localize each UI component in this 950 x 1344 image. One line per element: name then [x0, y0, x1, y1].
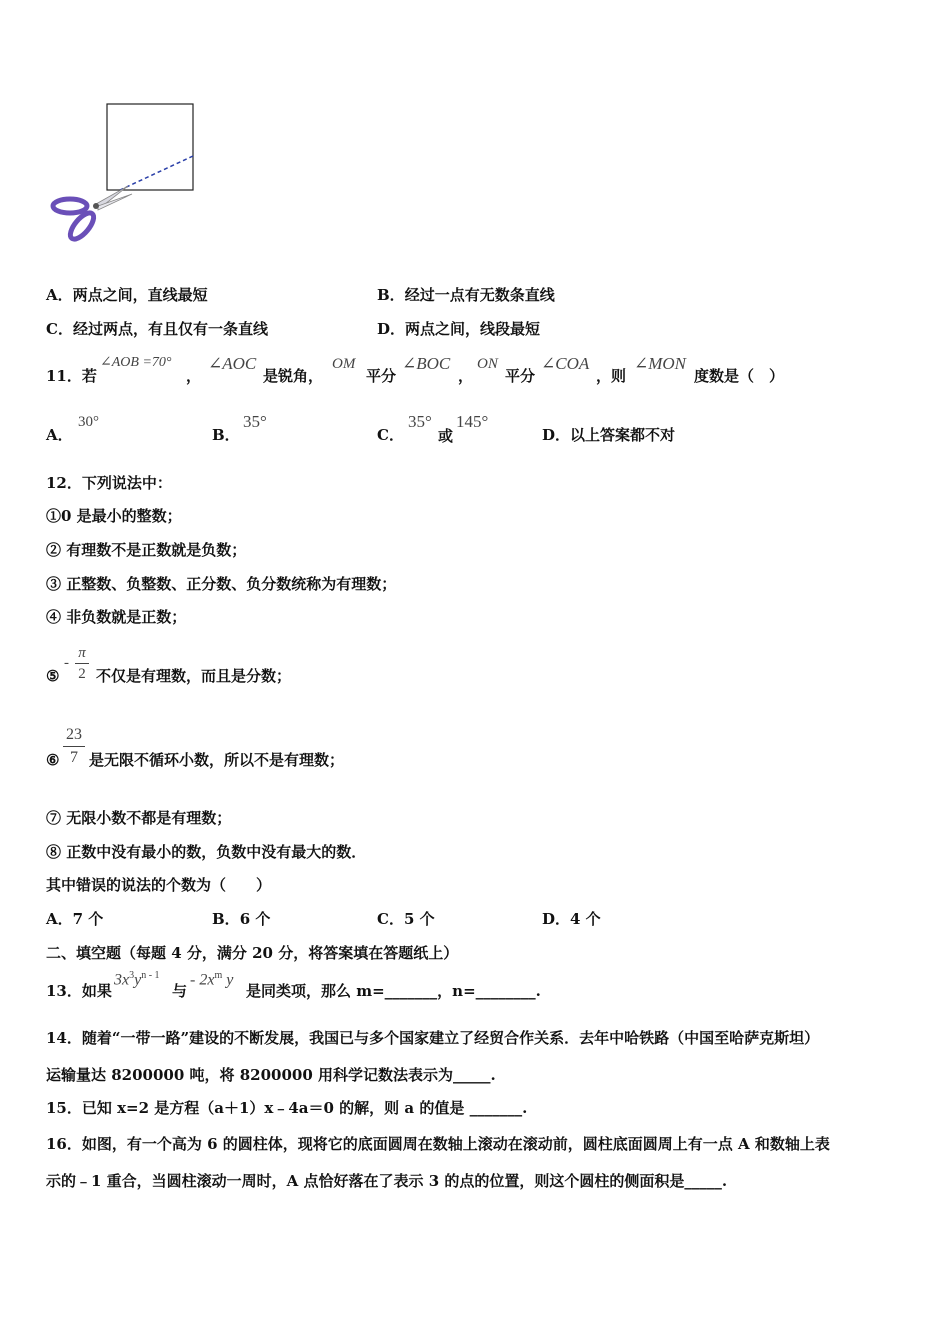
- q11-number: 11．若: [46, 367, 97, 385]
- option-letter: B．: [377, 286, 405, 304]
- option-letter: A．: [46, 426, 73, 444]
- q13-term1: [114, 970, 160, 989]
- scissors-figure: [48, 100, 198, 250]
- q14-line-2: 运输量达 8200000 吨，将 8200000 用科学记数法表示为_____.: [46, 1066, 496, 1084]
- q12-statement-3: ③ 正整数、负整数、正分数、负分数统称为有理数；: [46, 575, 397, 593]
- q11-option-d: [542, 426, 675, 444]
- circled-number: ⑥: [46, 751, 60, 769]
- q10-option-c: [46, 320, 268, 338]
- option-text: 两点之间，直线最短: [72, 286, 208, 304]
- term-variable: y: [134, 971, 142, 989]
- q13-with: 与: [172, 982, 188, 1000]
- scissor-handle-top: [53, 199, 87, 213]
- q13-prefix: 13．如果: [46, 982, 112, 1000]
- fraction-pi-over-2: [75, 644, 89, 683]
- term-base: - 2x: [190, 971, 215, 989]
- option-letter: B．: [212, 426, 240, 444]
- q16-line-2: 示的﹣1 重合，当圆柱滚动一周时，A 点恰好落在了表示 3 的点的位置，则这个圆柱的侧面积是_____.: [46, 1172, 728, 1190]
- q12-statement-4: ④ 非负数就是正数；: [46, 608, 187, 626]
- q10-option-a: [46, 286, 208, 304]
- fraction-bar: [75, 663, 89, 664]
- q11-angle-aob: ∠AOB =70°: [100, 355, 172, 370]
- q12-option-a: [46, 910, 103, 928]
- q12-statement-7: ⑦ 无限小数不都是有理数；: [46, 809, 232, 827]
- option-text: 经过两点，有且仅有一条直线: [72, 320, 268, 338]
- q11-angle-mon: ∠MON: [634, 354, 687, 373]
- option-value: 30°: [78, 414, 99, 430]
- option-text: 以上答案都不对: [570, 426, 676, 444]
- option-letter: A．: [46, 910, 73, 928]
- fraction-bar: [63, 746, 85, 747]
- option-letter: D．: [377, 320, 406, 338]
- option-letter: D．: [542, 910, 571, 928]
- option-text: 经过一点有无数条直线: [404, 286, 555, 304]
- option-text: 6 个: [239, 910, 271, 928]
- fraction-denominator: 7: [70, 749, 78, 766]
- section-heading: 二、填空题（每题 4 分，满分 20 分，将答案填在答题纸上）: [46, 944, 459, 962]
- q11-text: 平分: [366, 367, 397, 385]
- q12-title: 12．下列说法中：: [46, 474, 172, 492]
- q11-angle-aoc: ∠AOC: [208, 354, 257, 373]
- q13-term2: [190, 970, 233, 989]
- q12-question: 其中错误的说法的个数为（ ）: [46, 876, 272, 894]
- q11-angle-coa: ∠COA: [541, 354, 590, 373]
- fraction-23-over-7: [63, 725, 85, 768]
- fraction-numerator: 23: [66, 726, 82, 743]
- term-variable: y: [226, 971, 234, 989]
- option-letter: C．: [377, 910, 404, 928]
- q11-angle-boc: ∠BOC: [402, 354, 451, 373]
- option-letter: B．: [212, 910, 240, 928]
- q11-text: 是锐角，: [263, 367, 324, 385]
- q12-option-b: [212, 910, 270, 928]
- option-letter: C．: [377, 426, 404, 444]
- term-base: 3x: [114, 971, 130, 989]
- exponent: n - 1: [141, 970, 160, 981]
- option-text: 5 个: [403, 910, 435, 928]
- minus-sign: -: [64, 655, 69, 671]
- option-value: 35°: [243, 412, 267, 431]
- q10-option-b: [377, 286, 555, 304]
- fraction-denominator: 2: [78, 666, 86, 682]
- q16-line-1: 16．如图，有一个高为 6 的圆柱体，现将它的底面圆周在数轴上滚动在滚动前，圆柱底面圆周上有一点 A 和数轴上表: [46, 1135, 830, 1153]
- q11-on: ON: [477, 356, 498, 372]
- exponent: 3: [129, 970, 135, 981]
- option-letter: A．: [46, 286, 73, 304]
- scissor-pivot: [93, 203, 99, 209]
- statement-text: 不仅是有理数，而且是分数；: [96, 667, 292, 685]
- q12-statement-1: ①0 是最小的整数；: [46, 507, 182, 525]
- option-value: 35°: [408, 412, 432, 431]
- option-text: 两点之间，线段最短: [405, 320, 541, 338]
- q11-text: 度数是（ ）: [694, 367, 785, 385]
- q11-text: ，则: [596, 367, 627, 385]
- q12-statement-2: ② 有理数不是正数就是负数；: [46, 541, 247, 559]
- q13-suffix: 是同类项，那么 m=_______，n=________.: [246, 982, 541, 1000]
- circled-number: ⑤: [46, 667, 60, 685]
- paper-square: [107, 104, 193, 190]
- q15: 15．已知 x=2 是方程（a＋1）x﹣4a＝0 的解，则 a 的值是 _______.: [46, 1099, 528, 1117]
- q12-option-d: [542, 910, 601, 928]
- option-letter: D．: [542, 426, 571, 444]
- q10-option-d: [377, 320, 540, 338]
- q14-line-1: 14．随着“一带一路”建设的不断发展，我国已与多个国家建立了经贸合作关系．去年中哈铁路（中国至哈萨克斯坦）: [46, 1029, 820, 1047]
- exponent: m: [214, 970, 223, 981]
- q11-comma: ，: [186, 367, 202, 385]
- option-or: 或: [438, 427, 454, 445]
- q12-statement-8: ⑧ 正数中没有最小的数，负数中没有最大的数．: [46, 843, 367, 861]
- option-letter: C．: [46, 320, 73, 338]
- q11-om: OM: [332, 356, 356, 372]
- q11-comma: ，: [458, 367, 474, 385]
- option-value: 145°: [456, 412, 489, 431]
- option-text: 4 个: [570, 910, 601, 928]
- option-text: 7 个: [72, 910, 104, 928]
- statement-text: 是无限不循环小数，所以不是有理数；: [89, 751, 345, 769]
- q12-option-c: [377, 910, 435, 928]
- fraction-numerator: π: [78, 645, 86, 661]
- q11-text: 平分: [505, 367, 536, 385]
